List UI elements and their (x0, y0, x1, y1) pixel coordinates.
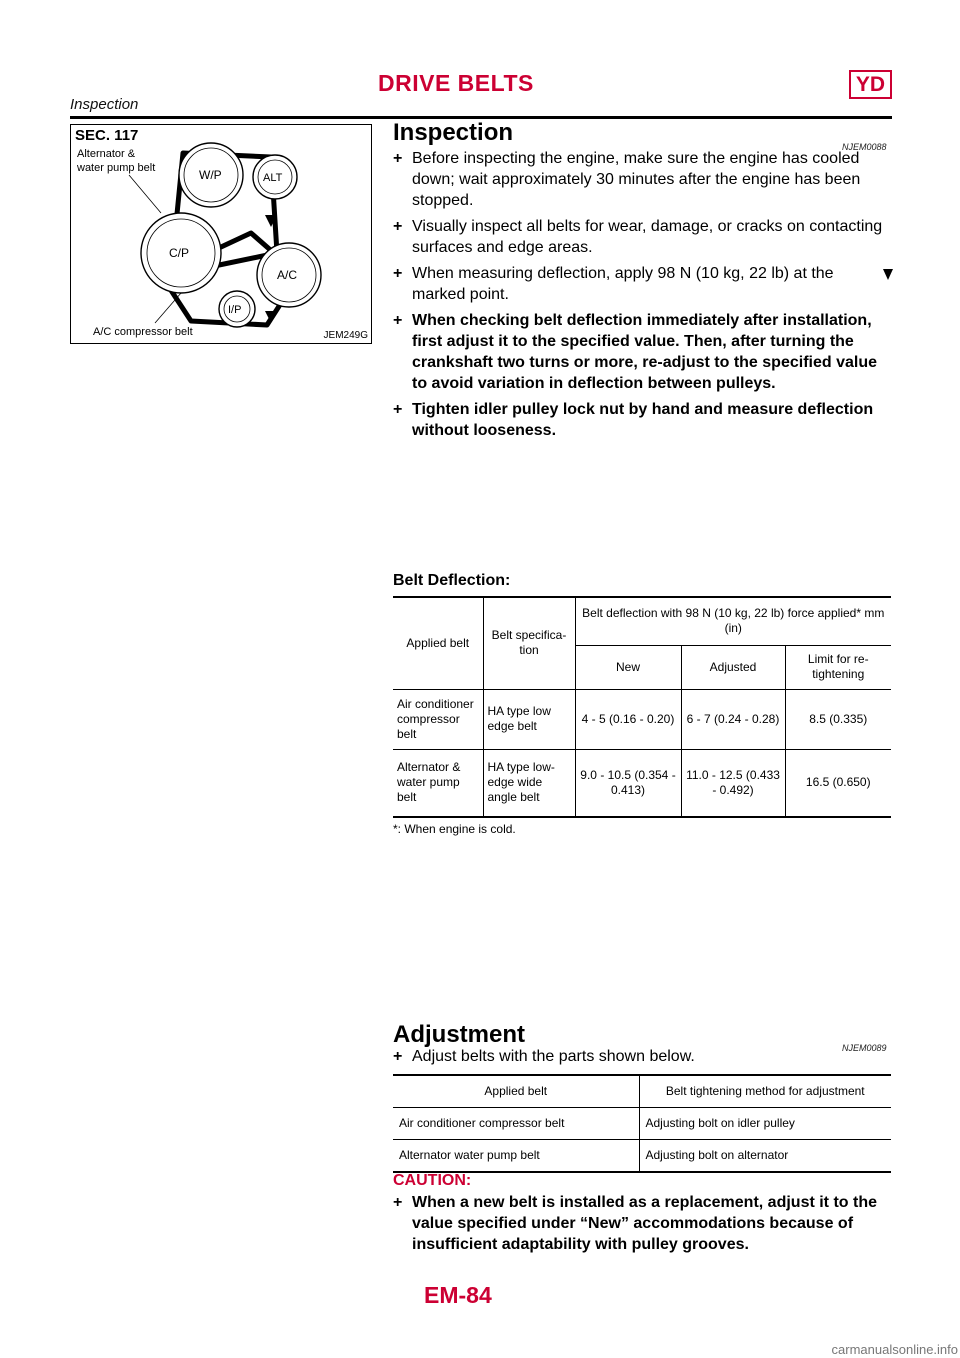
label-ac: A/C (277, 268, 298, 282)
triangle-marker-icon (883, 269, 893, 280)
inspection-bullet: + Tighten idler pulley lock nut by hand and measure deflection without looseness. (393, 401, 874, 439)
table-footnote: *: When engine is cold. (393, 822, 516, 836)
caution-heading: CAUTION: (393, 1172, 472, 1189)
inspection-heading: Inspection (393, 119, 514, 146)
watermark: carmanualsonline.info (831, 1342, 958, 1357)
belt-diagram (71, 125, 371, 343)
table-header-row: Applied belt Belt tightening method for adjustment (393, 1075, 891, 1108)
figure-code: JEM249G (323, 330, 368, 341)
page-header (70, 66, 892, 120)
section-title: DRIVE BELTS (378, 70, 534, 96)
table-row: Alternator & water pump belt HA type low- edge wide angle belt 9.0 - 10.5 (0.354 - 0.413) 11.0 - 12.5 (0.433 - 0.492) 16.5 (0.650) (393, 749, 891, 817)
adjustment-bullets (393, 1046, 893, 1072)
label-ip: I/P (228, 304, 242, 316)
inspection-bullets (393, 148, 893, 446)
adjustment-bullet: + Adjust belts with the parts shown below. (393, 1048, 695, 1065)
figure-label-alt-belt: Alternator & (77, 148, 136, 160)
caution-bullet: + When a new belt is installed as a replacement, adjust it to the value specified under “New” accommodations because of insufficient adaptability with pulley grooves. (393, 1194, 877, 1253)
section-subtitle: Inspection (70, 96, 139, 113)
table-header-row: Applied belt Belt specifica- tion Belt deflection with 98 N (10 kg, 22 lb) force applied* mm (in) (393, 597, 891, 645)
table-header-row: New Adjusted Limit for re- tightening (393, 645, 891, 689)
table-row: Air conditioner compressor belt Adjusting bolt on idler pulley (393, 1108, 891, 1140)
label-wp: W/P (199, 168, 222, 182)
figure-label-ac-belt: A/C compressor belt (93, 326, 193, 338)
inspection-bullet: + When checking belt deflection immediately after installation, first adjust it to the specified value. Then, after turning the crankshaft two turns or more, re-adjust to the specified value to avoid variation in deflection between pulleys. (393, 312, 877, 392)
label-alt: ALT (263, 172, 283, 184)
caution-bullets (393, 1192, 893, 1260)
belt-deflection-table (393, 596, 891, 818)
table-row: Alternator water pump belt Adjusting bolt on alternator (393, 1140, 891, 1173)
page-number: EM-84 (424, 1282, 492, 1308)
adjustment-ref-code: NJEM0089 (842, 1043, 887, 1053)
adjustment-heading: Adjustment (393, 1021, 525, 1048)
table-row: Air conditioner compressor belt HA type low edge belt 4 - 5 (0.16 - 0.20) 6 - 7 (0.24 - 0.28) 8.5 (0.335) (393, 689, 891, 749)
inspection-bullet: + When measuring deflection, apply 98 N (10 kg, 22 lb) at the marked point. (393, 263, 893, 305)
inspection-ref-code: NJEM0088 (842, 142, 887, 152)
figure-label-alt-belt-2: water pump belt (77, 162, 156, 174)
inspection-bullet: + Visually inspect all belts for wear, damage, or cracks on contacting surfaces and edge areas. (393, 218, 883, 256)
inspection-bullet: + Before inspecting the engine, make sure the engine has cooled down; wait approximately 30 minutes after the engine has been stopped. (393, 150, 861, 209)
belt-deflection-heading: Belt Deflection: (393, 572, 511, 589)
adjustment-table (393, 1074, 891, 1173)
belt-diagram-figure (70, 124, 372, 344)
label-cp: C/P (169, 246, 190, 260)
engine-badge: YD (849, 70, 892, 99)
figure-section-label: SEC. 117 (75, 127, 139, 144)
